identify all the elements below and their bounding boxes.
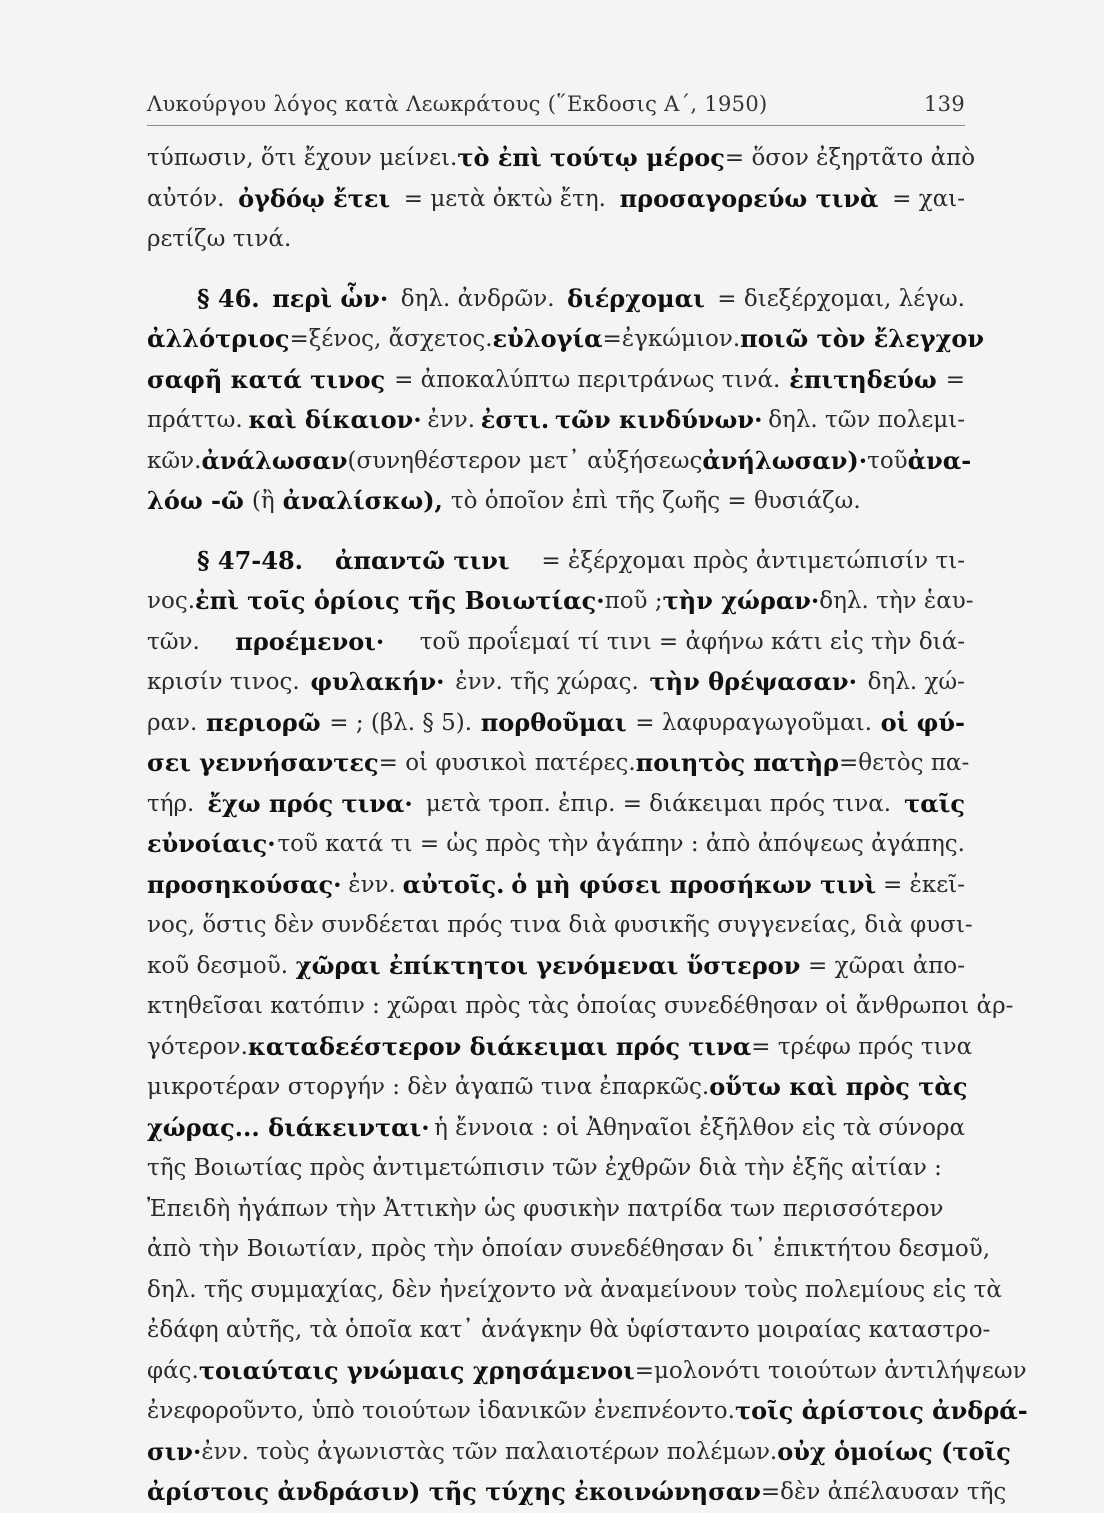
lemma-term: καταδεέστερον διάκειμαι πρός τινα — [247, 1031, 752, 1061]
gloss-text: νος, ὅστις δὲν συνδέεται πρός τινα διὰ φυσικῆς συγγενείας, διὰ φυσι- — [147, 912, 973, 938]
text-line — [147, 1351, 1027, 1392]
lemma-term: περὶ ὧν· — [272, 283, 389, 313]
text-line — [147, 662, 965, 703]
lemma-term: οὕτω καὶ πρὸς τὰς — [709, 1072, 968, 1101]
lemma-term: περιορῶ — [206, 707, 321, 737]
lemma-term: τὴν χώραν· — [662, 586, 820, 615]
gloss-text: = ὅσον ἐξηρτᾶτο ἀπὸ — [724, 145, 976, 171]
gloss-text: δηλ. τὴν ἑαυ- — [819, 588, 974, 614]
page-body — [147, 138, 1028, 1513]
text-line — [147, 743, 970, 784]
gloss-text: κοῦ δεσμοῦ. — [147, 952, 289, 979]
lemma-term: ἐπὶ τοῖς ὁρίοις τῆς Βοιωτίας· — [195, 586, 605, 615]
lemma-term: ποιῶ τὸν ἔλεγχον — [740, 324, 985, 353]
gloss-text: μικροτέραν στοργήν : δὲν ἀγαπῶ τινα ἐπαρκῶς. — [147, 1074, 710, 1100]
gloss-text: =θετὸς πα- — [839, 750, 970, 776]
lemma-term: ταῖς — [904, 788, 965, 818]
lemma-term: ὁ μὴ φύσει προσήκων τινὶ — [511, 869, 877, 899]
gloss-text: = ἐκεῖ- — [882, 871, 965, 898]
gloss-text: γότερον. — [147, 1033, 248, 1060]
lemma-term: ἀπαντῶ τινι — [334, 545, 510, 575]
text-line — [147, 1189, 965, 1230]
text-line — [147, 219, 965, 260]
gloss-text: δηλ. ἀνδρῶν. — [400, 285, 555, 312]
lemma-term: προσηκούσας· — [147, 869, 342, 899]
gloss-text: = μετὰ ὀκτὼ ἔτη. — [403, 185, 606, 212]
lemma-term: § 46. — [197, 283, 260, 313]
lemma-term: ἀνα- — [907, 445, 972, 475]
text-line — [147, 1270, 1002, 1311]
lemma-term: ὀγδόῳ ἔτει — [238, 183, 391, 213]
gloss-text: δηλ. χώ- — [867, 669, 965, 695]
lemma-term: φυλακήν· — [310, 667, 445, 696]
lemma-term: τὸ ἐπὶ τούτῳ μέρος — [457, 143, 725, 172]
running-title: Λυκούργου λόγος κατὰ Λεωκράτους (῞Εκδοσις Α΄, 1950) — [147, 92, 768, 116]
gloss-text: πράττω. — [147, 407, 243, 433]
text-line — [147, 1472, 1007, 1513]
text-line — [147, 986, 1014, 1027]
paragraph-gap — [147, 522, 965, 541]
gloss-text: = τρέφω πρός τινα — [751, 1033, 973, 1060]
gloss-text: ἐνν. τοὺς ἀγωνιστὰς τῶν παλαιοτέρων πολέμων. — [201, 1438, 778, 1465]
gloss-text: τοῦ κατά τι = ὡς πρὸς τὴν ἀγάπην : ἀπὸ ἀπόψεως ἀγάπης. — [277, 831, 965, 857]
gloss-text: κρισίν τινος. — [147, 669, 300, 695]
lemma-term: τῶν κινδύνων· — [554, 405, 763, 434]
text-line — [147, 179, 965, 220]
gloss-text: = ἐξέρχομαι πρὸς ἀντιμετώπισίν τι- — [541, 547, 965, 574]
lemma-term: αὐτοῖς. — [402, 869, 505, 899]
lemma-term: προσαγορεύω τινὰ — [619, 183, 879, 213]
text-line — [147, 319, 985, 360]
gloss-text: = διεξέρχομαι, λέγω. — [717, 285, 965, 312]
page-number: 139 — [924, 92, 965, 116]
gloss-text: τὸ ὁποῖον ἐπὶ τῆς ζωῆς = θυσιάζω. — [450, 488, 861, 514]
gloss-text: = — [945, 366, 965, 393]
text-line — [147, 138, 976, 179]
lemma-term: εὐλογία — [492, 324, 603, 353]
gloss-text: = ; (βλ. § 5). — [329, 709, 473, 736]
lemma-term: § 47-48. — [197, 545, 304, 575]
gloss-text: = χῶραι ἀπο- — [808, 952, 965, 979]
text-line — [147, 541, 965, 582]
text-line — [147, 1229, 991, 1270]
lemma-term: οὐχ ὁμοίως (τοῖς — [777, 1436, 1011, 1466]
gloss-text: =ἐγκώμιον. — [602, 326, 741, 352]
lemma-term: λόω -ῶ — [147, 486, 244, 515]
text-line — [147, 946, 965, 987]
text-line — [147, 784, 965, 825]
lemma-term: προέμενοι· — [235, 626, 385, 656]
gloss-text: δηλ. τῶν πολεμι- — [768, 407, 965, 433]
text-line — [147, 1432, 1011, 1473]
gloss-text: τῆς Βοιωτίας πρὸς ἀντιμετώπισιν τῶν ἐχθρῶν διὰ τὴν ἑξῆς αἰτίαν : — [147, 1155, 942, 1181]
text-line — [147, 441, 972, 482]
text-line — [147, 703, 965, 744]
gloss-text: =ξένος, ἄσχετος. — [289, 326, 493, 352]
gloss-text: Ἐπειδὴ ἠγάπων τὴν Ἀττικὴν ὡς φυσικὴν πατρίδα των περισσότερον — [147, 1195, 944, 1222]
gloss-text: δηλ. τῆς συμμαχίας, δὲν ἠνείχοντο νὰ ἀναμείνουν τοὺς πολεμίους εἰς τὰ — [147, 1276, 1002, 1303]
header-rule — [147, 125, 965, 126]
lemma-term: ἀρίστοις ἀνδράσιν) τῆς τύχης ἐκοινώνησαν — [147, 1477, 761, 1506]
gloss-text: τοῦ — [867, 447, 908, 474]
paragraph-gap — [147, 260, 965, 279]
lemma-term: ποιητὸς πατὴρ — [635, 748, 840, 777]
lemma-term: χώρας... διάκεινται· — [147, 1112, 430, 1142]
lemma-term: οἱ φύ- — [880, 707, 965, 737]
lemma-term: πορθοῦμαι — [480, 707, 627, 737]
lemma-term: εὐνοίαις· — [147, 829, 276, 858]
gloss-text: τύπωσιν, ὅτι ἔχουν μείνει. — [147, 145, 458, 171]
gloss-text: τήρ. — [147, 790, 195, 817]
running-header — [147, 92, 965, 116]
lemma-term: ἀλλότριος — [147, 324, 290, 353]
gloss-text: =δὲν ἀπέλαυσαν τῆς — [760, 1479, 1007, 1505]
text-line — [147, 279, 965, 320]
gloss-text: =μολονότι τοιούτων ἀντιλήψεων — [634, 1357, 1027, 1384]
lemma-term: ἐστι. — [480, 405, 550, 434]
lemma-term: χῶραι ἐπίκτητοι γενόμεναι ὕστερον — [295, 950, 801, 980]
gloss-text: ἡ ἔννοια : οἱ Ἀθηναῖοι ἐξῆλθον εἰς τὰ σύνορα — [434, 1114, 965, 1141]
gloss-text: = οἱ φυσικοὶ πατέρες. — [378, 750, 636, 776]
gloss-text: αὐτόν. — [147, 185, 225, 212]
gloss-text: = χαι- — [892, 185, 965, 212]
gloss-text: κτηθεῖσαι κατόπιν : χῶραι πρὸς τὰς ὁποίας συνεδέθησαν οἱ ἄνθρωποι ἀρ- — [147, 993, 1014, 1019]
gloss-text: ποῦ ; — [604, 588, 663, 614]
gloss-text: (συνηθέστερον μετ᾿ αὐξήσεως — [347, 447, 703, 474]
gloss-text: ἐνν. — [348, 871, 396, 898]
text-line — [147, 824, 965, 865]
text-line — [147, 1067, 968, 1108]
text-line — [147, 481, 965, 522]
gloss-text: μετὰ τροπ. ἐπιρ. = διάκειμαι πρός τινα. — [425, 790, 892, 817]
lemma-term: ἔχω πρός τινα· — [207, 788, 413, 818]
gloss-text: κῶν. — [147, 447, 202, 474]
lemma-term: ἀνάλωσαν — [201, 445, 348, 475]
text-line — [147, 622, 965, 663]
paragraph — [147, 138, 976, 260]
lemma-term: σαφῆ κατά τινος — [147, 364, 386, 394]
text-line — [147, 1027, 973, 1068]
gloss-text: ἐνν. τῆς χώρας. — [455, 669, 639, 695]
text-line — [147, 1391, 1028, 1432]
gloss-text: νος. — [147, 588, 196, 614]
gloss-text: ρετίζω τινά. — [147, 226, 292, 252]
gloss-text: ἐνεφοροῦντο, ὑπὸ τοιούτων ἰδανικῶν ἐνεπνέοντο. — [147, 1398, 735, 1424]
lemma-term: ἀνήλωσαν)· — [702, 445, 868, 475]
text-line — [147, 360, 965, 401]
text-line — [147, 905, 973, 946]
gloss-text: ἀπὸ τὴν Βοιωτίαν, πρὸς τὴν ὁποίαν συνεδέθησαν δι᾿ ἐπικτήτου δεσμοῦ, — [147, 1236, 991, 1262]
gloss-text: φάς. — [147, 1357, 199, 1384]
gloss-text: ἐνν. — [427, 407, 476, 433]
text-line — [147, 865, 965, 906]
lemma-term: καὶ δίκαιον· — [248, 405, 422, 434]
paragraph — [147, 541, 1028, 1513]
gloss-text: = ἀποκαλύπτω περιτράνως τινά. — [394, 366, 781, 393]
paragraph — [147, 279, 985, 522]
text-line — [147, 1148, 965, 1189]
gloss-text: τοῦ προΐεμαί τί τινι = ἀφήνω κάτι εἰς τὴν διά- — [419, 628, 965, 655]
lemma-term: τὴν θρέψασαν· — [649, 667, 857, 696]
lemma-term: ἀναλίσκω), — [282, 486, 443, 515]
gloss-text: ραν. — [147, 709, 198, 736]
lemma-term: ἐπιτηδεύω — [789, 364, 937, 394]
gloss-text: (ἢ — [251, 488, 275, 514]
lemma-term: σιν· — [147, 1436, 202, 1466]
lemma-term: τοιαύταις γνώμαις χρησάμενοι — [198, 1355, 635, 1385]
lemma-term: διέρχομαι — [567, 283, 705, 313]
gloss-text: = λαφυραγωγοῦμαι. — [635, 709, 872, 736]
gloss-text: τῶν. — [147, 628, 200, 655]
lemma-term: τοῖς ἀρίστοις ἀνδρά- — [734, 1396, 1028, 1425]
text-line — [147, 581, 974, 622]
gloss-text: ἐδάφη αὐτῆς, τὰ ὁποῖα κατ᾿ ἀνάγκην θὰ ὑφίσταντο μοιραίας καταστρο- — [147, 1317, 991, 1343]
lemma-term: σει γεννήσαντες — [147, 748, 379, 777]
text-line — [147, 1108, 965, 1149]
text-line — [147, 1310, 991, 1351]
text-line — [147, 400, 965, 441]
